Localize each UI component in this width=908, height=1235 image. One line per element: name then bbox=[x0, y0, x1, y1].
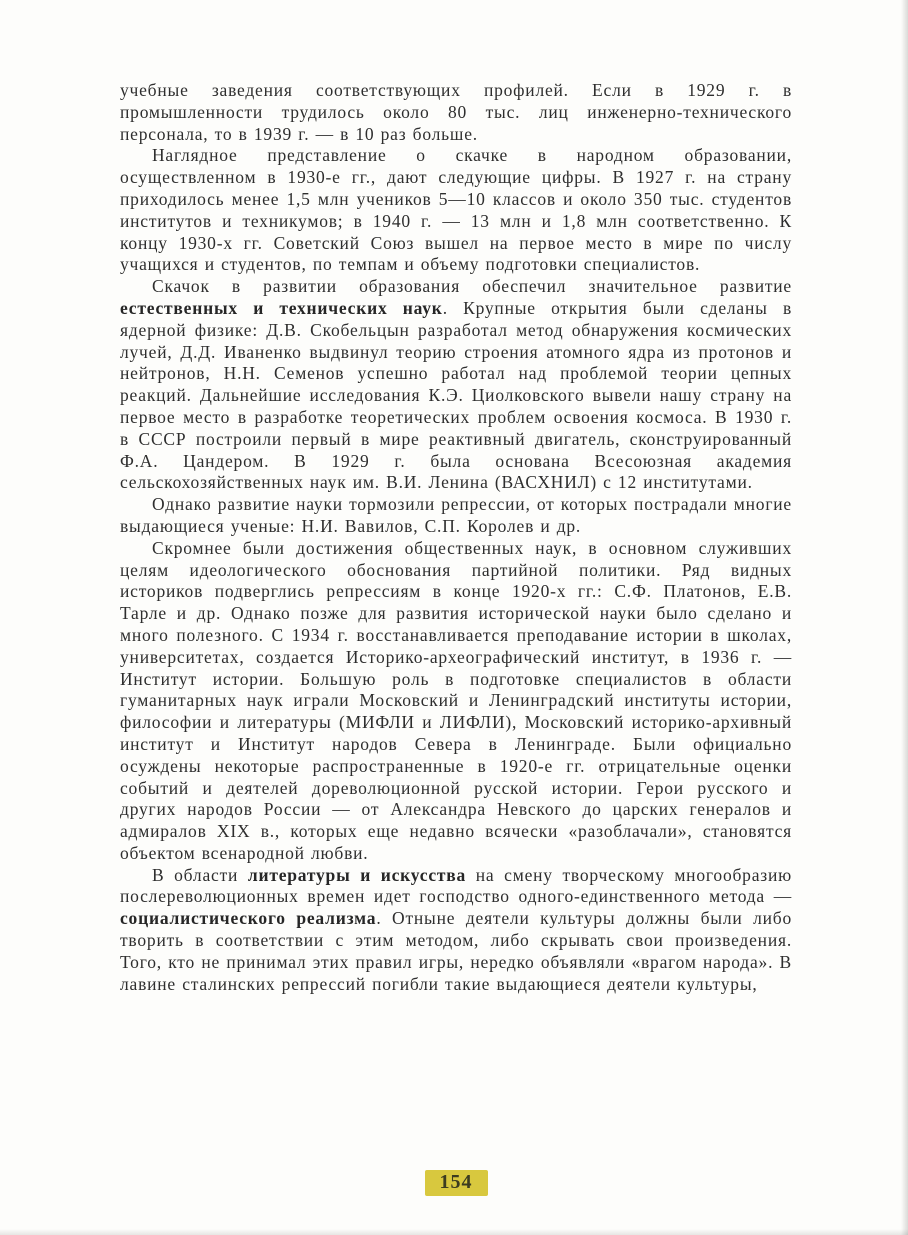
text-run: на смену творческому многообразию послереволюционных времен идет господство одного-единственного метода — bbox=[120, 864, 792, 907]
page-text bbox=[120, 80, 792, 1160]
paragraph bbox=[120, 145, 792, 276]
text-run: Однако развитие науки тормозили репрессии, от которых пострадали многие выдающиеся ученые: Н.И. Вавилов, С.П. Королев и др. bbox=[120, 494, 792, 536]
bold-text-run: социалистического реализма bbox=[120, 908, 377, 929]
bold-text-run: естественных и технических наук bbox=[120, 297, 443, 318]
paragraph bbox=[120, 494, 792, 538]
text-run: . Отныне деятели культуры должны были либо творить в соответствии с этим методом, либо скрывать свои произведения. Того, кто не принимал этих правил игры, нередко объявляли «врагом народа». В лавине сталинских репрессий погибли такие выдающиеся деятели культуры, bbox=[120, 908, 792, 994]
text-run: Наглядное представление о скачке в народном образовании, осуществленном в 1930-е гг., дают следующие цифры. В 1927 г. на страну приходилось менее 1,5 млн учеников 5—10 классов и около 350 тыс. студентов институтов и техникумов; в 1940 г. — 13 млн и 1,8 млн соответственно. К концу 1930-х гг. Советский Союз вышел на первое место в мире по числу учащихся и студентов, по темпам и объему подготовки специалистов. bbox=[120, 145, 792, 275]
page-number: 154 bbox=[425, 1170, 488, 1196]
paragraph bbox=[120, 80, 792, 145]
paragraph bbox=[120, 538, 792, 865]
bold-text-run: литературы и искусства bbox=[247, 864, 467, 885]
paragraph bbox=[120, 865, 792, 996]
text-run: . Крупные открытия были сделаны в ядерной физике: Д.В. Скобельцын разработал метод обнаружения космических лучей, Д.Д. Иваненко выдвинул теорию строения атомного ядра из протонов и нейтронов, Н.Н. Семенов успешно работал над проблемой теории цепных реакций. Дальнейшие исследования К.Э. Циолковского вывели нашу страну на первое место в разработке теоретических проблем освоения космоса. В 1930 г. в СССР построили первый в мире реактивный двигатель, сконструированный Ф.А. Цандером. В 1929 г. была основана Всесоюзная академия сельскохозяйственных наук им. В.И. Ленина (ВАСХНИЛ) с 12 институтами. bbox=[120, 297, 792, 493]
paragraph bbox=[120, 276, 792, 494]
text-run: Скромнее были достижения общественных наук, в основном служивших целям идеологического обоснования партийной политики. Ряд видных историков подверглись репрессиям в конце 1920-х гг.: С.Ф. Платонов, Е.В. Тарле и др. Однако позже для развития исторической науки было сделано и много полезного. С 1934 г. восстанавливается преподавание истории в школах, университетах, создается Историко-археографический институт, в 1936 г. — Институт истории. Большую роль в подготовке специалистов в области гуманитарных наук играли Московский и Ленинградский институты истории, философии и литературы (МИФЛИ и ЛИФЛИ), Московский историко-архивный институт и Институт народов Севера в Ленинграде. Были официально осуждены некоторые распространенные в 1920-е гг. отрицательные оценки событий и деятелей дореволюционной русской истории. Герои русского и других народов России — от Александра Невского до царских генералов и адмиралов XIX в., которых еще недавно всячески «разоблачали», становятся объектом всенародной любви. bbox=[120, 537, 792, 863]
scan-edge-shadow-right bbox=[901, 0, 908, 1235]
text-run: В области bbox=[152, 864, 248, 885]
text-run: Скачок в развитии образования обеспечил значительное развитие bbox=[152, 276, 792, 297]
page-number-row bbox=[120, 1170, 792, 1196]
scan-edge-shadow-bottom bbox=[0, 1229, 908, 1235]
text-run: учебные заведения соответствующих профилей. Если в 1929 г. в промышленности трудилось около 80 тыс. лиц инженерно-технического персонала, то в 1939 г. — в 10 раз больше. bbox=[120, 80, 792, 144]
